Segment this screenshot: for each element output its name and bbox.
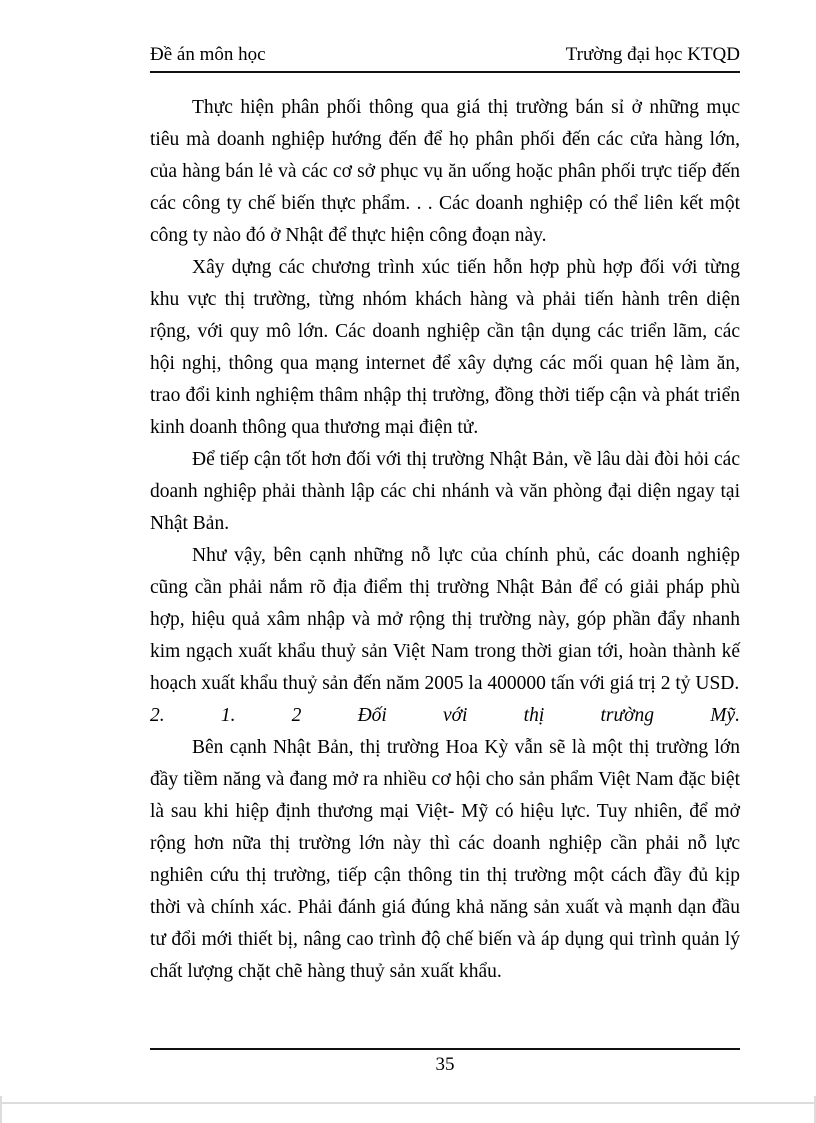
heading-token: 2. [150, 705, 165, 726]
page-bottom-edge [0, 1102, 816, 1104]
page-number: 35 [435, 1054, 455, 1075]
heading-token: với [443, 705, 468, 726]
header-right-text: Trường đại học KTQD [565, 44, 740, 65]
heading-token: Đối [357, 705, 387, 726]
page-edge-left-tick [0, 1096, 2, 1123]
section-heading [150, 700, 740, 732]
page-header [150, 44, 740, 66]
heading-token: Mỹ. [710, 705, 740, 726]
heading-token: 2 [291, 705, 302, 726]
heading-token: trường [600, 705, 655, 726]
paragraph-5: Bên cạnh Nhật Bản, thị trường Hoa Kỳ vẫn sẽ là một thị trường lớn đầy tiềm năng và đang mở ra nhiều cơ hội cho sản phẩm Việt Nam đặc biệt là sau khi hiệp định thương mại Việt- Mỹ có hiệu lực. Tuy nhiên, để mở rộng hơn nữa thị trường lớn này thì các doanh nghiệp cần phải nỗ lực nghiên cứu thị trường, tiếp cận thông tin thị trường một cách đầy đủ kịp thời và chính xác. Phải đánh giá đúng khả năng sản xuất và mạnh dạn đầu tư đổi mới thiết bị, nâng cao trình độ chế biến và áp dụng qui trình quản lý chất lượng chặt chẽ hàng thuỷ sản xuất khẩu. [150, 737, 740, 982]
paragraph-4: Như vậy, bên cạnh những nỗ lực của chính phủ, các doanh nghiệp cũng cần phải nắm rõ địa điểm thị trường Nhật Bản để có giải pháp phù hợp, hiệu quả xâm nhập và mở rộng thị trường này, góp phần đẩy nhanh kim ngạch xuất khẩu thuỷ sản Việt Nam trong thời gian tới, hoàn thành kế hoạch xuất khẩu thuỷ sản đến năm 2005 la 400000 tấn với giá trị 2 tỷ USD. [150, 545, 740, 694]
heading-token: 1. [220, 705, 236, 726]
document-body [150, 92, 740, 988]
header-left-text: Đề án môn học [150, 44, 266, 65]
header-rule [150, 71, 740, 73]
heading-token: thị [523, 705, 545, 726]
footer-rule [150, 1048, 740, 1050]
paragraph-2: Xây dựng các chương trình xúc tiến hỗn hợp phù hợp đối với từng khu vực thị trường, từng nhóm khách hàng và phải tiến hành trên diện rộng, với quy mô lớn. Các doanh nghiệp cần tận dụng các triển lãm, các hội nghị, thông qua mạng internet để xây dựng các mối quan hệ làm ăn, trao đổi kinh nghiệm thâm nhập thị trường, đồng thời tiếp cận và phát triển kinh doanh thông qua thương mại điện tử. [150, 257, 740, 438]
paragraph-1: Thực hiện phân phối thông qua giá thị trường bán sỉ ở những mục tiêu mà doanh nghiệp hướng đến để họ phân phối đến các cửa hàng lớn, của hàng bán lẻ và các cơ sở phục vụ ăn uống hoặc phân phối trực tiếp đến các công ty chế biến thực phẩm. . . Các doanh nghiệp có thể liên kết một công ty nào đó ở Nhật để thực hiện công đoạn này. [150, 97, 740, 246]
paragraph-3: Để tiếp cận tốt hơn đối với thị trường Nhật Bản, về lâu dài đòi hỏi các doanh nghiệp phải thành lập các chi nhánh và văn phòng đại diện ngay tại Nhật Bản. [150, 449, 740, 534]
